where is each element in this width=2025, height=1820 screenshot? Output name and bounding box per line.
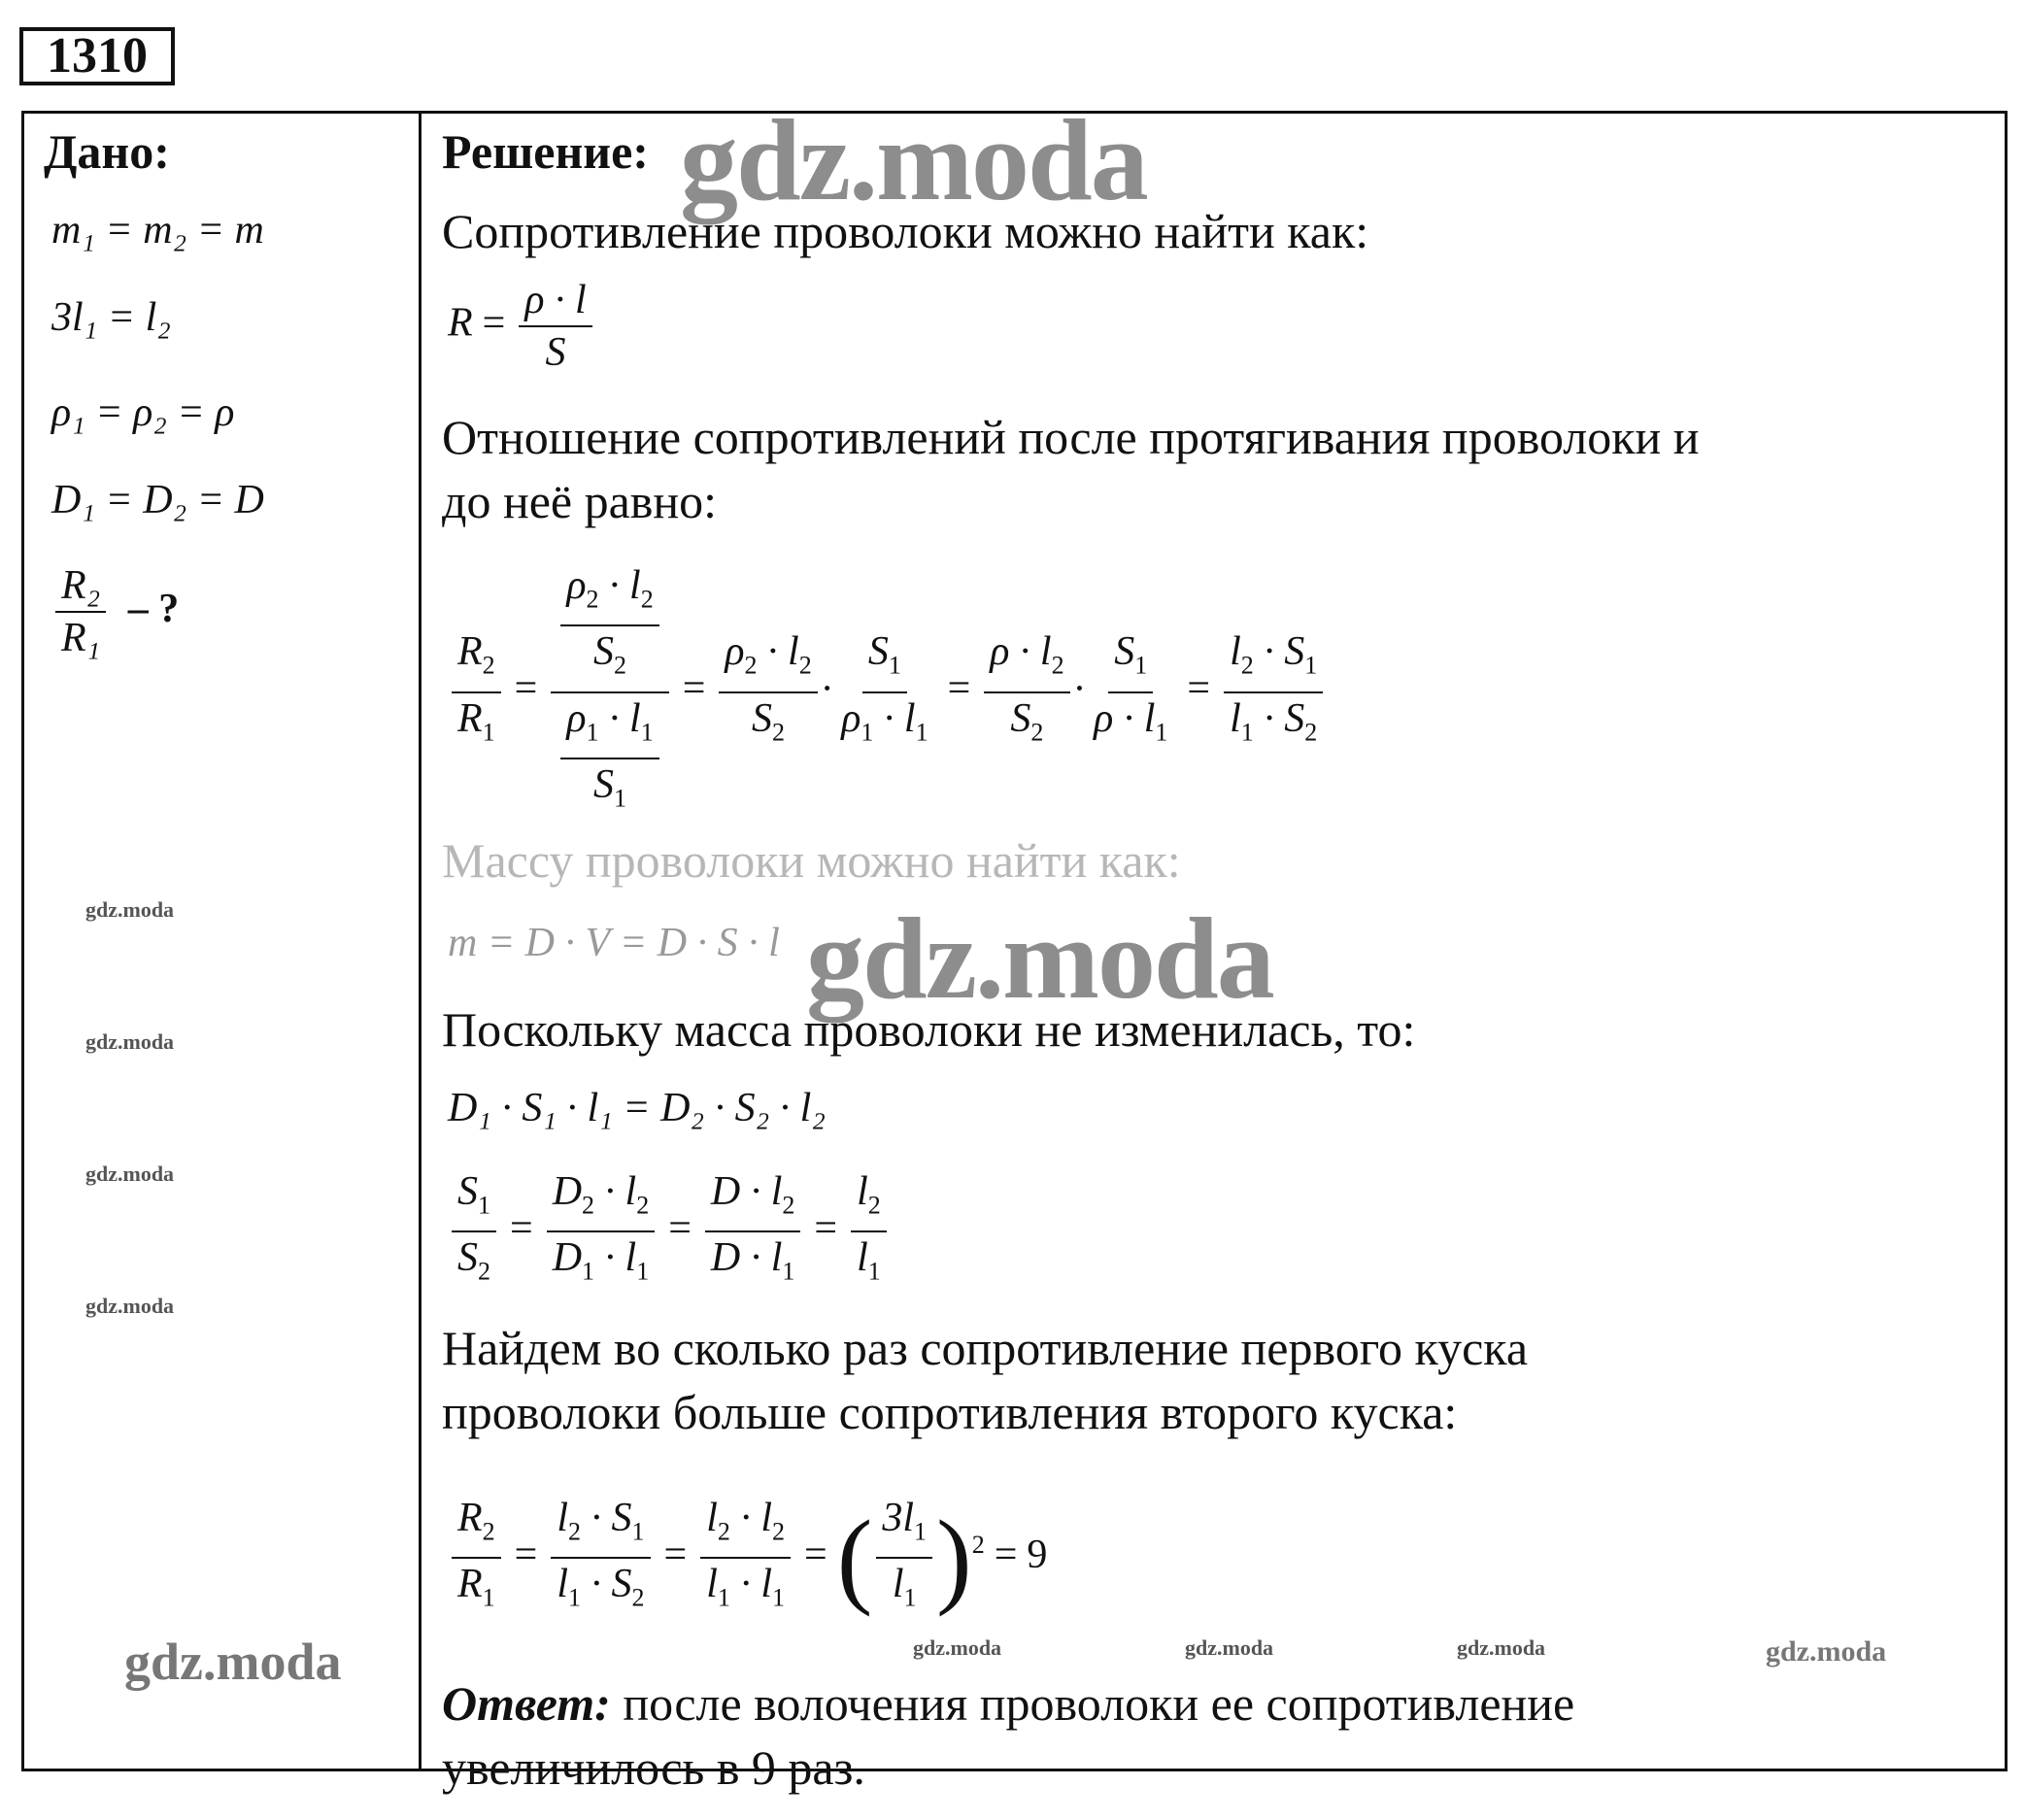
answer-line-1 [442, 1671, 1574, 1736]
final-value: 9 [1027, 1533, 1048, 1578]
question-numerator: R₂ [55, 560, 106, 613]
formula-mass: m = D · V = D · S · l [448, 921, 780, 965]
answer-label: Ответ: [442, 1676, 611, 1731]
watermark-small-5: gdz.moda [913, 1635, 1002, 1660]
given-line-4: D₁ = D₂ = D [51, 478, 264, 522]
formula-ratio: $\frac{R_2}{R_1}$ = $\frac{\frac{\rho_2 \cdot l_2}{S_2}}{\frac{\rho_1 \cdot l_1}{S_1}}$ = $\frac{\rho_2 \cdot l_2}{S_2}$ · $\frac{S_1}{\rho_1 \cdot l_1}$ = $\frac{\rho \cdot l_2}{S_2}$ · $\frac{S_1}{\rho \cdot l_1}$ = $\frac{l_2 \cdot S_1}{l_1 \cdot S_2}$ [448, 560, 1327, 825]
solution-p2a: Отношение сопротивлений после протягивания проволоки и [442, 410, 1700, 464]
given-line-2: 3l₁ = l₂ [51, 295, 171, 340]
watermark-large-middle: gdz.moda [806, 893, 1273, 1023]
problem-number: 1310 [19, 27, 175, 85]
solution-p5a: Найдем во сколько раз сопротивление первого куска [442, 1321, 1529, 1375]
formula-resistance: R = $\frac{\rho \cdot l}{S}$ [448, 275, 596, 378]
solution-p4: Поскольку масса проволоки не изменилась, то: [442, 1002, 1416, 1057]
watermark-small-2: gdz.moda [85, 1029, 175, 1054]
solution-heading: Решение: [442, 124, 649, 179]
question-mark: – ? [127, 586, 180, 631]
watermark-small-6: gdz.moda [1185, 1635, 1274, 1660]
column-divider [419, 114, 422, 1769]
watermark-small-3: gdz.moda [85, 1162, 175, 1186]
watermark-bottom-left: gdz.moda [124, 1633, 342, 1691]
answer-text-a: после волочения проволоки ее сопротивление [623, 1676, 1575, 1731]
watermark-large-top: gdz.moda [680, 95, 1147, 224]
given-question [51, 560, 179, 663]
question-denominator: R₁ [61, 616, 101, 660]
solution-p3: Массу проволоки можно найти как: [442, 833, 1181, 888]
solution-p1: Сопротивление проволоки можно найти как: [442, 204, 1369, 258]
watermark-small-7: gdz.moda [1457, 1635, 1546, 1660]
formula-mass-equality: D₁ · S₁ · l₁ = D₂ · S₂ · l₂ [448, 1086, 826, 1130]
formula-area-ratio: $\frac{S_1}{S_2}$ = $\frac{D_2 \cdot l_2}{D_1 \cdot l_1}$ = $\frac{D \cdot l_2}{D \cdot l_1}$ = $\frac{l_2}{l_1}$ [448, 1166, 891, 1298]
solution-p2b: до неё равно: [442, 474, 718, 528]
watermark-small-8: gdz.moda [1766, 1635, 1887, 1668]
given-line-3: ρ₁ = ρ₂ = ρ [51, 390, 235, 435]
watermark-small-4: gdz.moda [85, 1294, 175, 1318]
solution-p5b: проволоки больше сопротивления второго куска: [442, 1385, 1458, 1439]
watermark-small-1: gdz.moda [85, 897, 175, 922]
given-heading: Дано: [44, 124, 170, 179]
answer-line-2: увеличилось в 9 раз. [442, 1740, 865, 1795]
given-line-1: m₁ = m₂ = m [51, 208, 264, 253]
formula-final: $\frac{R_2}{R_1}$ = $\frac{l_2 \cdot S_1}{l_1 \cdot S_2}$ = $\frac{l_2 \cdot l_2}{l_1 \cdot l_1}$ =( $\frac{3l_1}{l_1}$ )$^2$ = 9 [448, 1493, 1047, 1624]
